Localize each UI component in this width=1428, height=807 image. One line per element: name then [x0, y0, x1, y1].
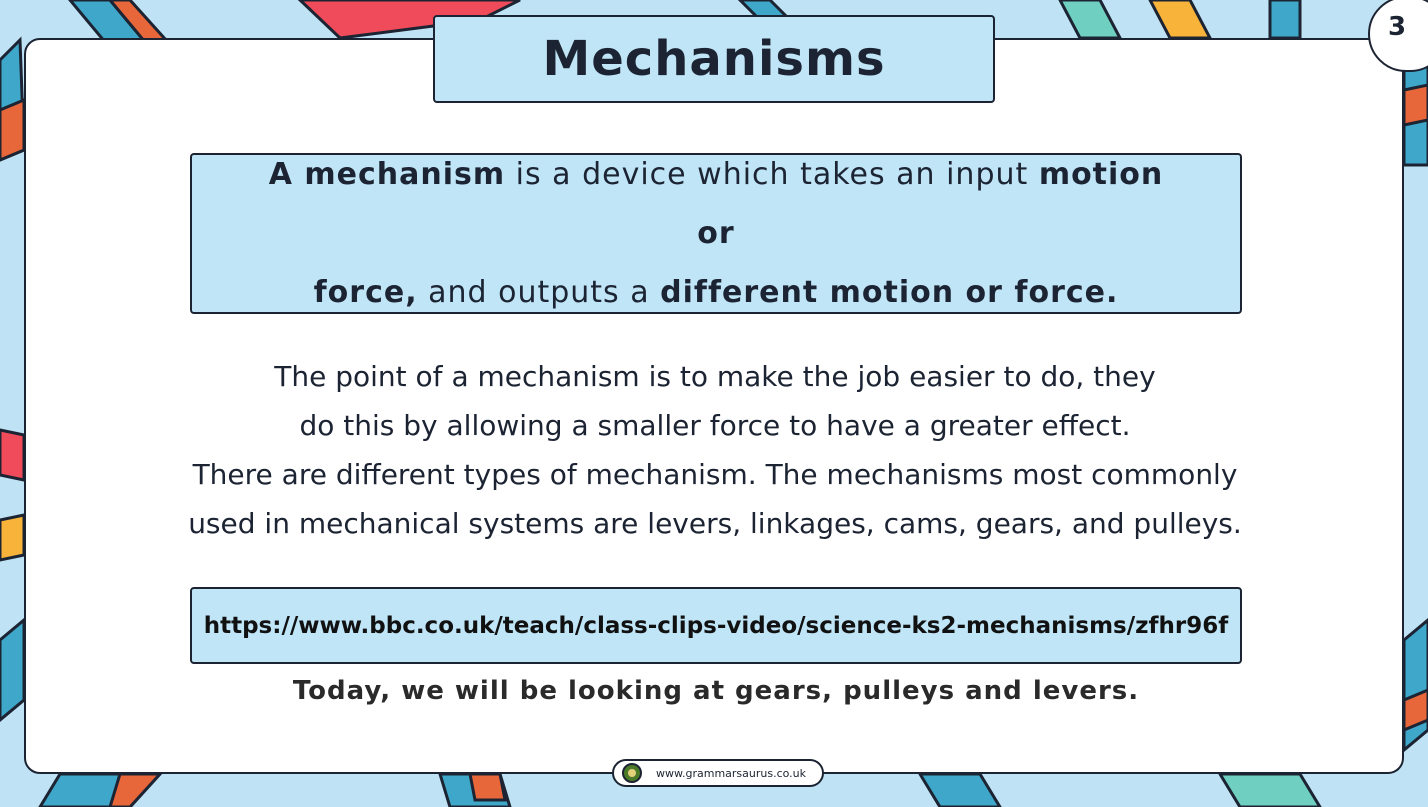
page-title: Mechanisms [542, 31, 886, 87]
definition-emphasis: different motion or force. [660, 275, 1119, 310]
grammarsaurus-logo-icon [622, 763, 642, 783]
link-box[interactable] [190, 587, 1242, 664]
definition-line-1 [269, 157, 1164, 251]
definition-text-part: is a device which takes an input [505, 157, 1039, 192]
body-line: The point of a mechanism is to make the job easier to do, they [274, 360, 1156, 393]
definition-emphasis: motion or [697, 157, 1164, 251]
today-note: Today, we will be looking at gears, pulleys and levers. [292, 676, 1140, 706]
body-paragraph [160, 352, 1270, 548]
title-box [433, 15, 995, 103]
body-line: used in mechanical systems are levers, linkages, cams, gears, and pulleys. [188, 507, 1242, 540]
definition-text-part: and outputs a [417, 275, 661, 310]
definition-box [190, 153, 1242, 314]
video-link[interactable]: https://www.bbc.co.uk/teach/class-clips-video/science-ks2-mechanisms/zfhr96f [203, 612, 1229, 639]
definition-term: A mechanism [268, 157, 506, 192]
body-line: do this by allowing a smaller force to have a greater effect. [299, 409, 1131, 442]
footer-url[interactable]: www.grammarsaurus.co.uk [656, 766, 807, 780]
footer-badge[interactable] [612, 759, 824, 787]
page-number: 3 [1388, 12, 1407, 42]
definition-text [262, 145, 1170, 322]
definition-emphasis: force, [313, 275, 418, 310]
body-line: There are different types of mechanism. The mechanisms most commonly [192, 458, 1238, 491]
definition-line-2 [314, 275, 1119, 310]
